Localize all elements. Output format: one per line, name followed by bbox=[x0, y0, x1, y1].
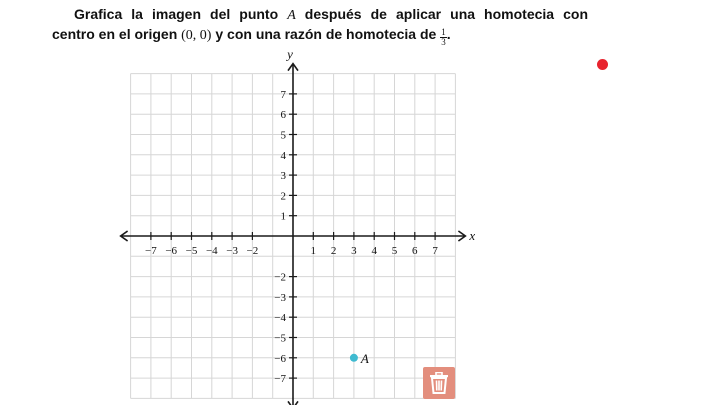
y-tick-label: 5 bbox=[280, 129, 286, 142]
y-tick-label: 4 bbox=[280, 149, 286, 162]
record-indicator bbox=[597, 59, 608, 70]
y-tick-label: 1 bbox=[280, 210, 286, 223]
x-tick-label: 2 bbox=[330, 245, 337, 257]
x-tick-label: −7 bbox=[145, 245, 157, 257]
point-a[interactable] bbox=[350, 354, 358, 362]
x-tick-label: 5 bbox=[391, 245, 398, 257]
x-tick-label: 6 bbox=[412, 245, 418, 257]
y-tick-label: 6 bbox=[280, 109, 286, 122]
x-tick-label: −3 bbox=[226, 245, 238, 257]
prompt-line-2: centro en el origen (0, 0) y con una razón de homotecia de $\frac{1}{3}$ . bbox=[52, 26, 451, 47]
y-tick-label: −4 bbox=[274, 312, 286, 325]
x-tick-label: −4 bbox=[205, 245, 218, 257]
x-axis-label: x bbox=[469, 228, 476, 243]
points[interactable] bbox=[350, 354, 358, 362]
y-tick-label: −6 bbox=[274, 352, 286, 365]
y-tick-label: −7 bbox=[274, 373, 286, 386]
delete-button[interactable] bbox=[423, 367, 455, 399]
x-tick-label: −6 bbox=[165, 245, 178, 257]
axes bbox=[121, 64, 466, 405]
y-tick-label: −5 bbox=[274, 332, 286, 345]
x-tick-label: 4 bbox=[371, 245, 377, 257]
x-tick-label: −2 bbox=[246, 245, 259, 257]
x-tick-label: −5 bbox=[185, 245, 198, 257]
y-tick-label: 7 bbox=[280, 88, 286, 101]
y-tick-label: 3 bbox=[280, 170, 286, 183]
y-axis-label: y bbox=[287, 46, 293, 62]
y-tick-label: 2 bbox=[280, 190, 286, 203]
origin-coordinates: (0, 0) bbox=[181, 28, 212, 43]
y-tick-label: −2 bbox=[274, 271, 286, 284]
point-variable: A bbox=[287, 8, 296, 23]
x-tick-label: 3 bbox=[351, 245, 357, 257]
prompt-line-1: Grafica la imagen del punto A después de aplicar una homotecia con bbox=[74, 6, 588, 23]
ratio-fraction: $\frac{1}{3}$ bbox=[441, 27, 446, 47]
x-tick-label: 1 bbox=[310, 245, 317, 257]
x-tick-label: 7 bbox=[432, 245, 438, 257]
y-tick-label: −3 bbox=[274, 291, 286, 304]
point-label: A bbox=[360, 350, 369, 366]
trash-icon bbox=[429, 372, 449, 394]
